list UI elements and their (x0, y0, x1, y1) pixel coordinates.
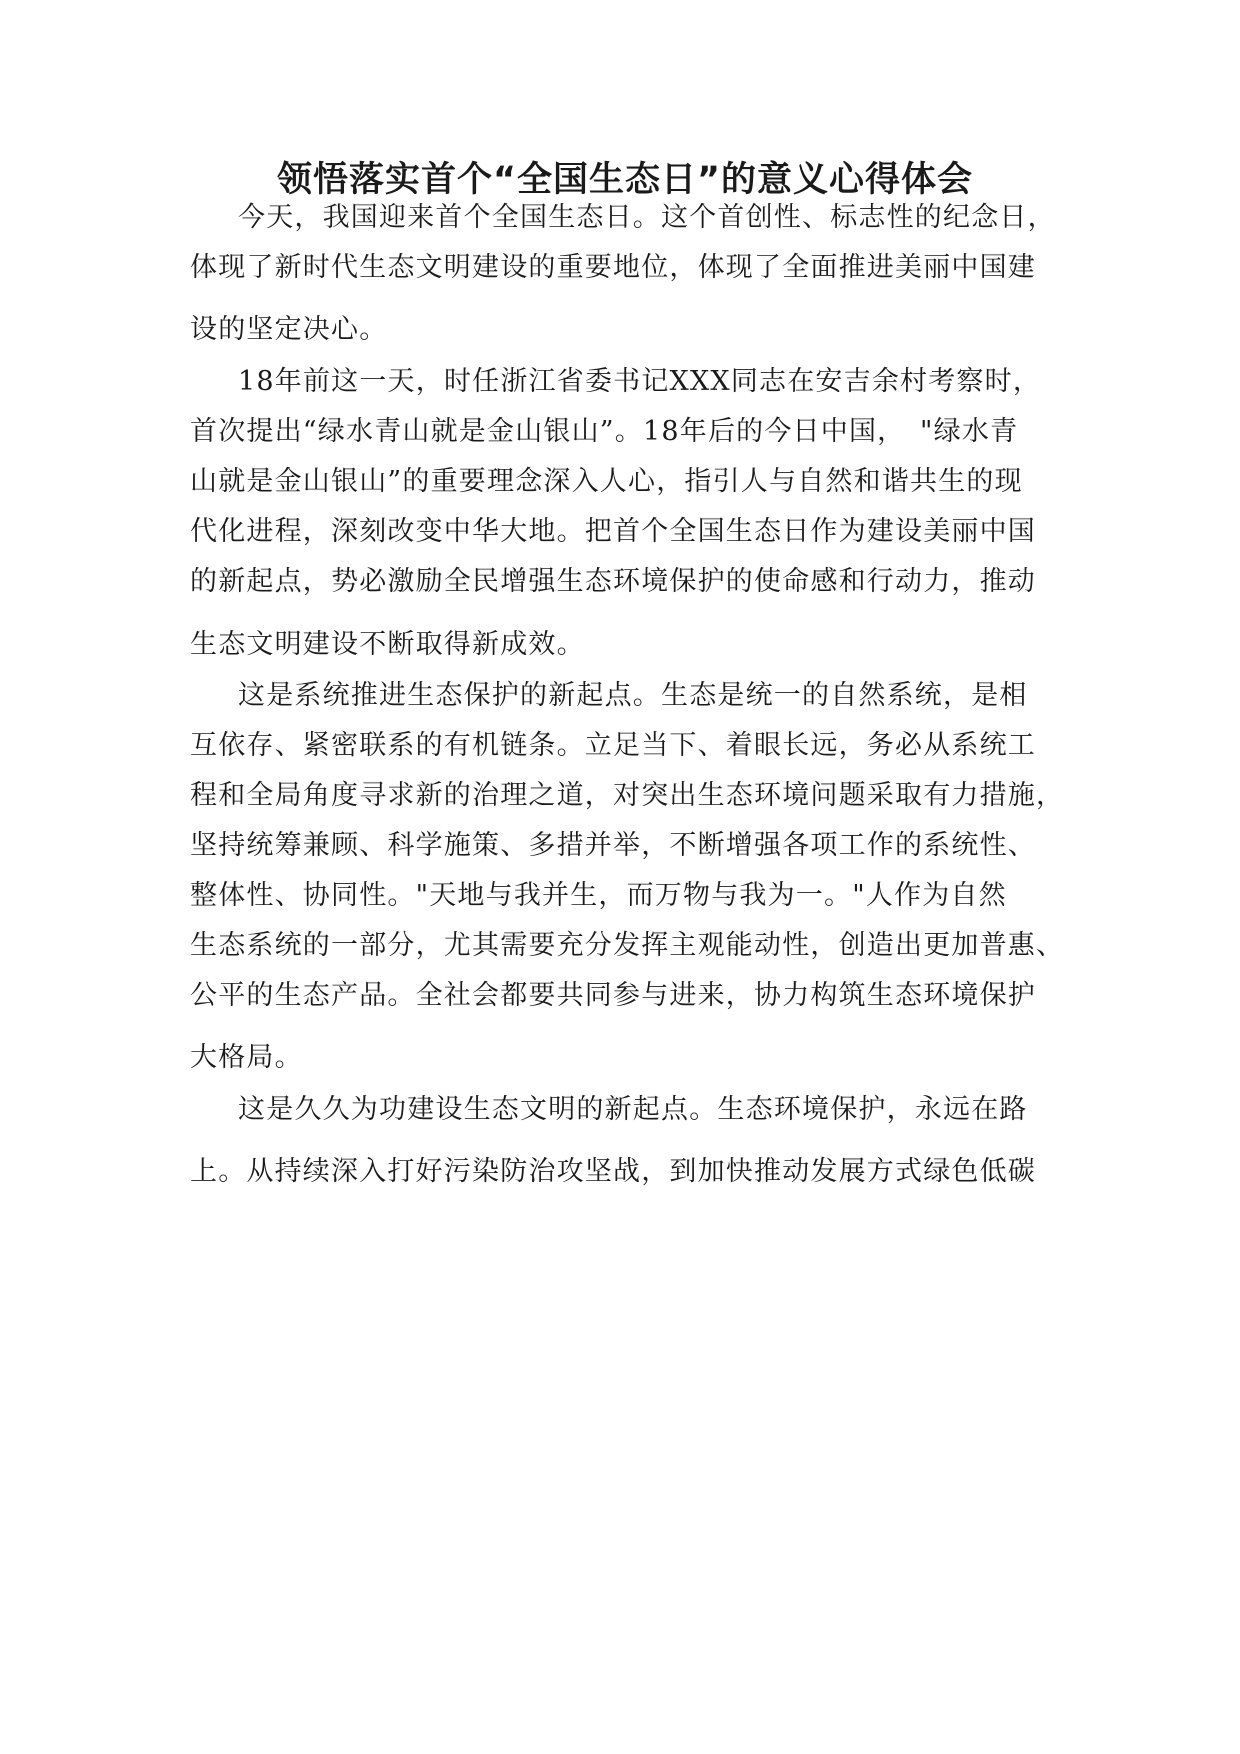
paragraph-line: 程和全局角度寻求新的治理之道，对突出生态环境问题采取有力措施， (190, 780, 1065, 811)
paragraph-line: 生态文明建设不断取得新成效。 (190, 629, 585, 660)
paragraph-line: 互依存、紧密联系的有机链条。立足当下、着眼长远，务必从系统工 (190, 730, 1036, 761)
paragraph-line: 体现了新时代生态文明建设的重要地位，体现了全面推进美丽中国建 (190, 252, 1036, 283)
paragraph-line: 今天，我国迎来首个全国生态日。这个首创性、标志性的纪念日， (238, 202, 1056, 233)
paragraph-line: 首次提出“绿水青山就是金山银山”。18年后的今日中国， "绿水青 (190, 416, 1019, 447)
paragraph-line: 公平的生态产品。全社会都要共同参与进来，协力构筑生态环境保护 (190, 980, 1036, 1011)
paragraph-line: 坚持统筹兼顾、科学施策、多措并举，不断增强各项工作的系统性、 (190, 830, 1036, 861)
paragraph-line: 整体性、协同性。"天地与我并生，而万物与我为一。"人作为自然 (190, 880, 1007, 911)
paragraph-line: 上。从持续深入打好污染防治攻坚战，到加快推动发展方式绿色低碳 (190, 1156, 1036, 1187)
paragraph-line: 的新起点，势必激励全民增强生态环境保护的使命感和行动力，推动 (190, 566, 1036, 597)
paragraph-line: 这是久久为功建设生态文明的新起点。生态环境保护，永远在路 (238, 1094, 1028, 1125)
paragraph-line: 代化进程，深刻改变中华大地。把首个全国生态日作为建设美丽中国 (190, 516, 1036, 547)
paragraph-line: 大格局。 (190, 1042, 303, 1073)
document-title: 领悟落实首个“全国生态日”的意义心得体会 (276, 160, 973, 200)
paragraph-line: 山就是金山银山”的重要理念深入人心，指引人与自然和谐共生的现 (190, 466, 1023, 497)
paragraph-line: 生态系统的一部分，尤其需要充分发挥主观能动性，创造出更加普惠、 (190, 930, 1065, 961)
paragraph-line: 18年前这一天，时任浙江省委书记XXX同志在安吉余村考察时， (238, 366, 1042, 397)
paragraph-line: 设的坚定决心。 (190, 314, 388, 345)
paragraph-line: 这是系统推进生态保护的新起点。生态是统一的自然系统，是相 (238, 680, 1028, 711)
